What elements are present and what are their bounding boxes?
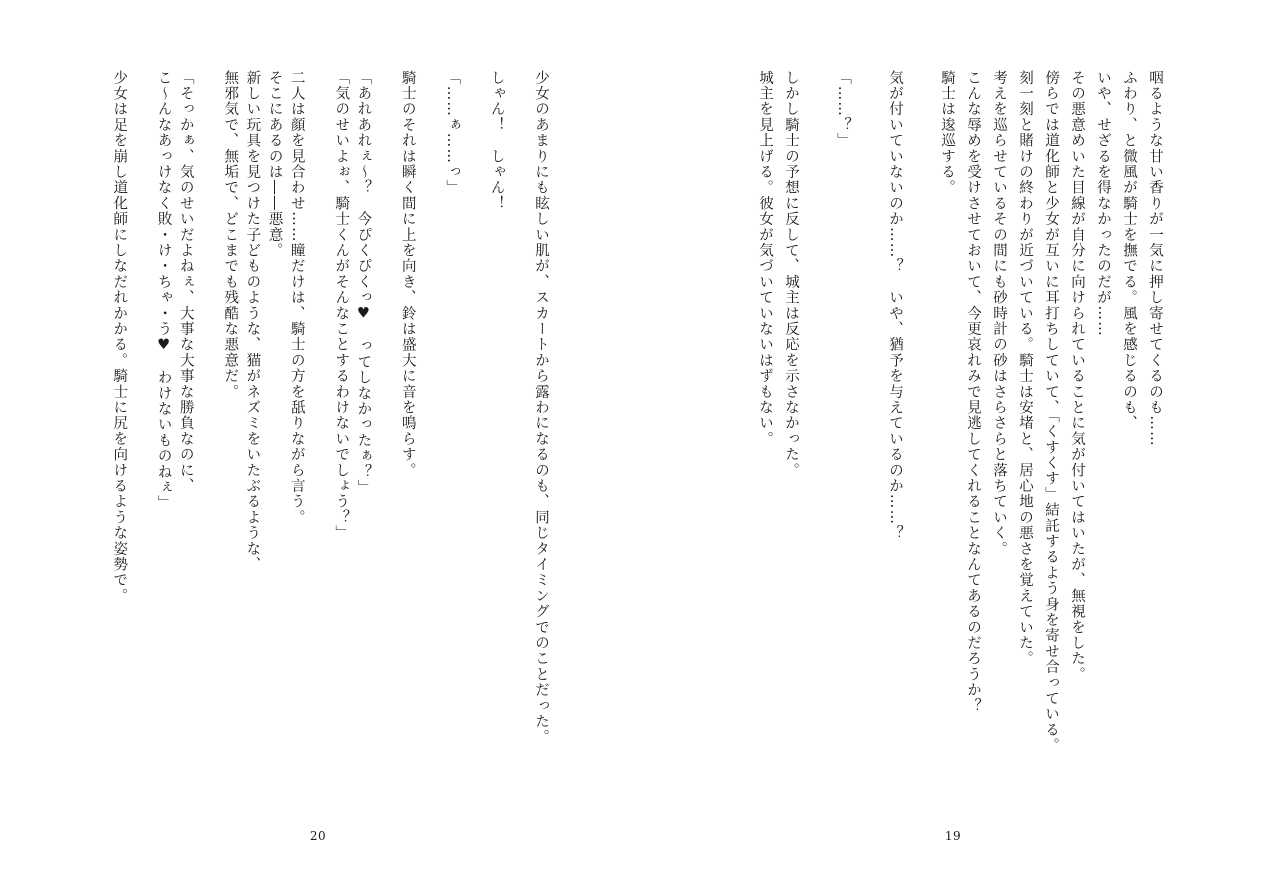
text-line: 騎士のそれは瞬く間に上を向き、鈴は盛大に音を鳴らす。: [399, 70, 416, 479]
text-line: 新しい玩具を見つけた子どものような、猫がネズミをいたぶるような、: [244, 70, 261, 573]
text-line: 咽るような甘い香りが一気に押し寄せてくるのも……: [1147, 70, 1163, 447]
text-line: 無邪気で、無垢で、どこまでも残酷な悪意だ。: [222, 70, 239, 400]
text-line: こんな辱めを受けさせておいて、今更哀れみで見逃してくれることなんてあるのだろうか？: [965, 70, 981, 714]
text-line: 二人は顔を見合わせ……瞳だけは、騎士の方を舐りながら言う。: [288, 70, 305, 526]
text-line: 「そっかぁ、気のせいだよねぇ、大事な大事な勝負なのに、: [177, 70, 194, 494]
page-number: 19: [944, 829, 962, 843]
text-line: 「……ぁ……っ」: [444, 70, 461, 196]
text-line: その悪意めいた目線が自分に向けられていることに気が付いてはいたが、無視をした。: [1069, 70, 1085, 683]
text-line: 傍らでは道化師と少女が互いに耳打ちしていて、「くすくす」結託するよう身を寄せ合っている。: [1043, 70, 1059, 754]
text-line: 考えを巡らせているその間にも砂時計の砂はさらさらと落ちていく。: [991, 70, 1007, 557]
text-line: 刻一刻と賭けの終わりが近づいている。騎士は安堵と、居心地の悪さを覚えていた。: [1017, 70, 1033, 667]
text-line: 騎士は逡巡する。: [939, 70, 955, 196]
text-line: 「あれあれぇ～？ 今ぴくぴくっ♥ ってしなかったぁ？」: [355, 70, 372, 496]
text-line: 城主を見上げる。彼女が気づいていないはずもない。: [757, 70, 773, 447]
text-line: しゃん！ しゃん！: [488, 70, 505, 212]
text-line: 気が付いていないのか……？ いや、猶予を与えているのか……？: [887, 70, 903, 541]
text-line: ふわり、と微風が騎士を撫でる。風を感じるのも、: [1121, 70, 1137, 432]
text-line: 「……？」: [835, 70, 851, 149]
text-line: そこにあるのは――悪意。: [266, 70, 283, 259]
text-line: 「気のせいよぉ、騎士くんがそんなことするわけないでしょう？」: [333, 70, 350, 541]
text-line: 少女のあまりにも眩しい肌が、スカートから露わになるのも、同じタイミングでのことだった。: [533, 70, 549, 746]
text-line: こ～んなあっけなく敗・け・ちゃ・う♥ わけないものねぇ」: [155, 70, 172, 512]
text-line: 少女は足を崩し道化師にしなだれかかる。騎士に尻を向けるような姿勢で。: [111, 70, 128, 604]
right-page: [637, 0, 1274, 893]
text-line: しかし騎士の予想に反して、城主は反応を示さなかった。: [783, 70, 799, 479]
text-line: いや、せざるを得なかったのだが……: [1095, 70, 1111, 337]
page-number: 20: [309, 829, 327, 843]
